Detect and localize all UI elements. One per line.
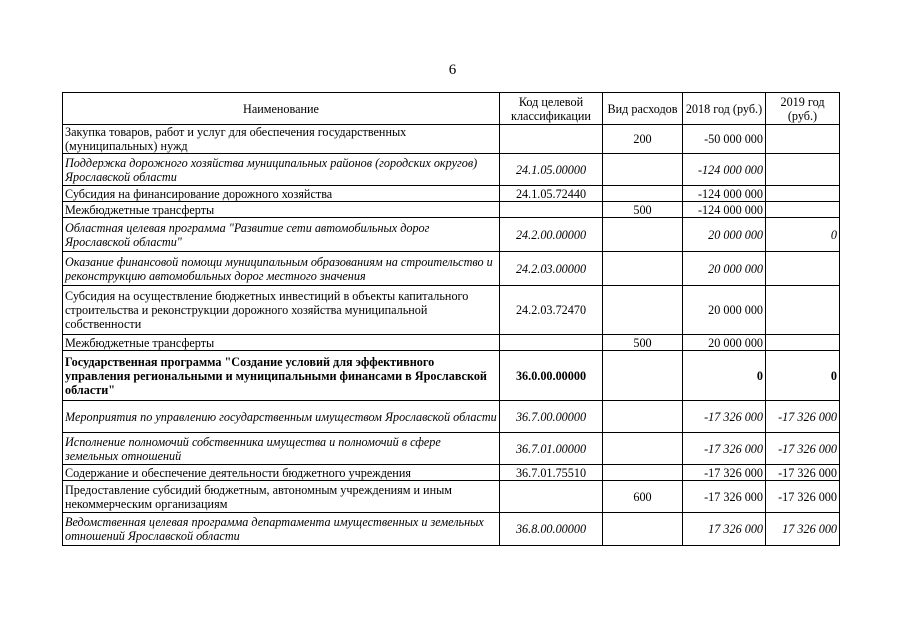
- budget-table: [62, 92, 840, 546]
- cell-name: Предоставление субсидий бюджетным, автономным учреждениям и иным некоммерческим организациям: [63, 481, 500, 513]
- cell-code: 36.7.01.00000: [500, 433, 603, 465]
- cell-amount-2019: 0: [766, 218, 840, 252]
- cell-code: [500, 335, 603, 351]
- cell-amount-2018: -17 326 000: [683, 433, 766, 465]
- cell-amount-2018: 0: [683, 351, 766, 401]
- cell-code: 36.7.01.75510: [500, 465, 603, 481]
- cell-amount-2019: 0: [766, 351, 840, 401]
- cell-amount-2019: [766, 286, 840, 335]
- cell-expense-type: [603, 154, 683, 186]
- table-row: [63, 252, 840, 286]
- cell-amount-2018: 17 326 000: [683, 513, 766, 546]
- cell-expense-type: [603, 465, 683, 481]
- table-row: [63, 433, 840, 465]
- cell-name: Субсидия на осуществление бюджетных инвестиций в объекты капитального строительства и реконструкции дорожного хозяйства муниципальной собственности: [63, 286, 500, 335]
- cell-amount-2019: -17 326 000: [766, 433, 840, 465]
- header-2019: 2019 год (руб.): [766, 93, 840, 125]
- cell-amount-2018: -124 000 000: [683, 154, 766, 186]
- cell-name: Исполнение полномочий собственника имущества и полномочий в сфере земельных отношений: [63, 433, 500, 465]
- table-row: [63, 335, 840, 351]
- header-type: Вид расходов: [603, 93, 683, 125]
- table-row: [63, 481, 840, 513]
- table-row: [63, 218, 840, 252]
- cell-amount-2019: [766, 252, 840, 286]
- cell-name: Субсидия на финансирование дорожного хозяйства: [63, 186, 500, 202]
- table-row: [63, 351, 840, 401]
- cell-code: [500, 481, 603, 513]
- cell-expense-type: [603, 286, 683, 335]
- header-code: Код целевой классификации: [500, 93, 603, 125]
- cell-amount-2019: [766, 125, 840, 154]
- cell-expense-type: 500: [603, 335, 683, 351]
- cell-code: 24.2.03.00000: [500, 252, 603, 286]
- cell-expense-type: [603, 513, 683, 546]
- cell-code: 24.1.05.72440: [500, 186, 603, 202]
- cell-name: Оказание финансовой помощи муниципальным образованиям на строительство и реконструкцию автомобильных дорог местного значения: [63, 252, 500, 286]
- table-row: [63, 286, 840, 335]
- page-number: 6: [448, 62, 457, 78]
- table-row: [63, 401, 840, 433]
- cell-amount-2018: -50 000 000: [683, 125, 766, 154]
- cell-amount-2018: 20 000 000: [683, 286, 766, 335]
- cell-name: Межбюджетные трансферты: [63, 335, 500, 351]
- table-row: [63, 202, 840, 218]
- cell-amount-2018: -124 000 000: [683, 202, 766, 218]
- cell-amount-2018: -17 326 000: [683, 481, 766, 513]
- cell-expense-type: [603, 218, 683, 252]
- cell-amount-2018: -17 326 000: [683, 401, 766, 433]
- cell-amount-2018: -124 000 000: [683, 186, 766, 202]
- cell-code: 24.2.03.72470: [500, 286, 603, 335]
- cell-amount-2018: 20 000 000: [683, 218, 766, 252]
- cell-code: 36.7.00.00000: [500, 401, 603, 433]
- cell-expense-type: [603, 433, 683, 465]
- table-row: [63, 125, 840, 154]
- cell-name: Государственная программа "Создание условий для эффективного управления региональными и муниципальными финансами в Ярославской области": [63, 351, 500, 401]
- cell-expense-type: [603, 252, 683, 286]
- table-body: [63, 125, 840, 546]
- cell-code: [500, 125, 603, 154]
- cell-code: 36.8.00.00000: [500, 513, 603, 546]
- cell-expense-type: 600: [603, 481, 683, 513]
- cell-code: [500, 202, 603, 218]
- header-name: Наименование: [63, 93, 500, 125]
- header-2018: 2018 год (руб.): [683, 93, 766, 125]
- cell-expense-type: [603, 186, 683, 202]
- cell-name: Поддержка дорожного хозяйства муниципальных районов (городских округов) Ярославской области: [63, 154, 500, 186]
- cell-amount-2018: 20 000 000: [683, 335, 766, 351]
- cell-name: Межбюджетные трансферты: [63, 202, 500, 218]
- cell-code: 36.0.00.00000: [500, 351, 603, 401]
- cell-amount-2019: -17 326 000: [766, 401, 840, 433]
- cell-expense-type: [603, 351, 683, 401]
- cell-expense-type: 200: [603, 125, 683, 154]
- table-row: [63, 465, 840, 481]
- table-row: [63, 513, 840, 546]
- table-row: [63, 154, 840, 186]
- cell-amount-2019: [766, 154, 840, 186]
- cell-amount-2019: -17 326 000: [766, 465, 840, 481]
- cell-amount-2019: [766, 186, 840, 202]
- cell-name: Мероприятия по управлению государственным имуществом Ярославской области: [63, 401, 500, 433]
- table-header-row: [63, 93, 840, 125]
- cell-amount-2019: [766, 335, 840, 351]
- cell-expense-type: [603, 401, 683, 433]
- cell-amount-2019: -17 326 000: [766, 481, 840, 513]
- cell-name: Содержание и обеспечение деятельности бюджетного учреждения: [63, 465, 500, 481]
- cell-name: Областная целевая программа "Развитие сети автомобильных дорог Ярославской области": [63, 218, 500, 252]
- cell-code: 24.1.05.00000: [500, 154, 603, 186]
- cell-amount-2018: -17 326 000: [683, 465, 766, 481]
- cell-code: 24.2.00.00000: [500, 218, 603, 252]
- cell-name: Ведомственная целевая программа департамента имущественных и земельных отношений Ярославской области: [63, 513, 500, 546]
- cell-name: Закупка товаров, работ и услуг для обеспечения государственных (муниципальных) нужд: [63, 125, 500, 154]
- cell-amount-2019: [766, 202, 840, 218]
- cell-amount-2019: 17 326 000: [766, 513, 840, 546]
- cell-expense-type: 500: [603, 202, 683, 218]
- table-row: [63, 186, 840, 202]
- cell-amount-2018: 20 000 000: [683, 252, 766, 286]
